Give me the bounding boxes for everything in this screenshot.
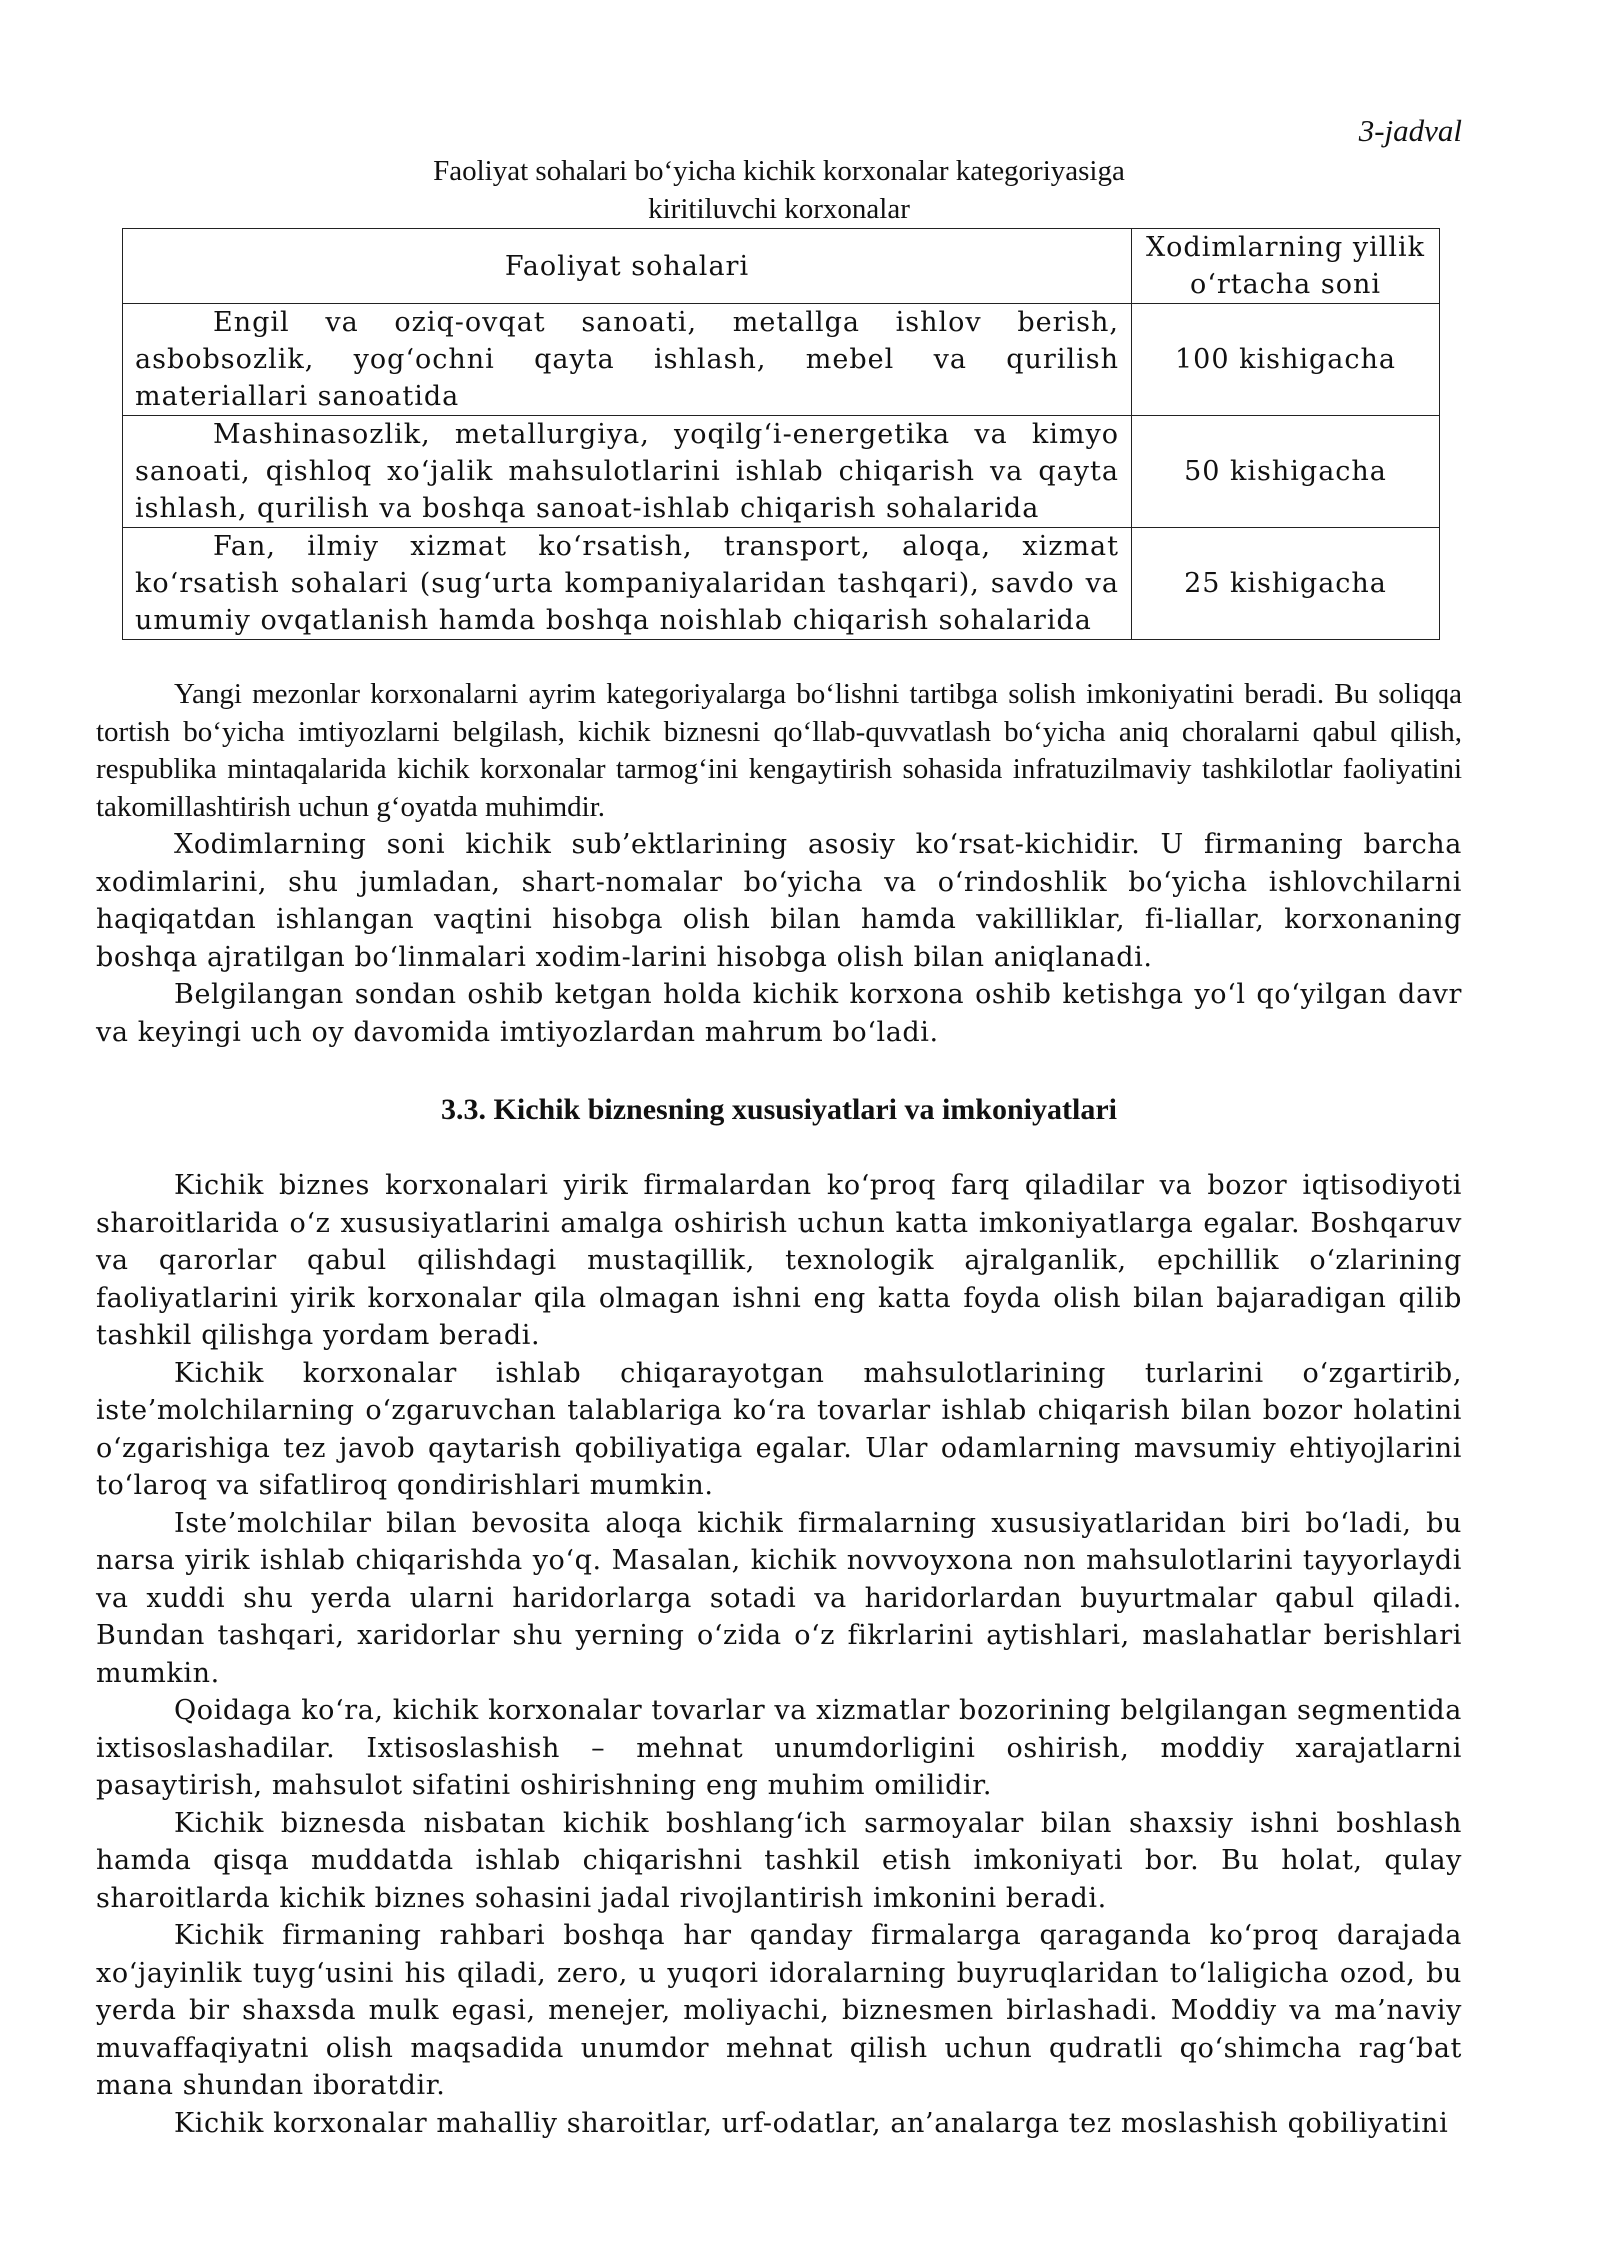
row-area: Mashinasozlik, metallurgiya, yoqilg‘i-energetika va kimyo sanoati, qishloq xo‘jalik mahsulotlarini ishlab chiqarish va qayta ishlash, qurilish va boshqa sanoat-ishlab chiqarish sohalarida [123,416,1132,528]
paragraph: Qoidaga ko‘ra, kichik korxonalar tovarlar va xizmatlar bozorining belgilangan segmentida ixtisoslashadilar. Ixtisoslashish – mehnat unumdorligini oshirish, moddiy xarajatlarni pasaytirish, mahsulot sifatini oshirishning eng muhim omilidir. [96,1695,1462,1801]
paragraph: Yangi mezonlar korxonalarni ayrim kategoriyalarga bo‘lishni tartibga solish imkoniyatini beradi. Bu soliqqa tortish bo‘yicha imtiyozlarni belgilash, kichik biznesni qo‘llab-quvvatlash bo‘yicha aniq choralarni qabul qilish, respublika mintaqalarida kichik korxonalar tarmog‘ini kengaytirish sohasida infratuzilmaviy tashkilotlar faoliyatini takomillashtirish uchun g‘oyatda muhimdir. [96,678,1462,823]
table-row [123,528,1440,640]
header-employee-count: Xodimlarning yillik o‘rtacha soni [1132,229,1440,304]
paragraph: Belgilangan sondan oshib ketgan holda kichik korxona oshib ketishga yo‘l qo‘yilgan davr va keyingi uch oy davomida imtiyozlardan mahrum bo‘ladi. [96,979,1462,1048]
row-count: 25 kishigacha [1132,528,1440,640]
paragraph: Kichik biznesda nisbatan kichik boshlang‘ich sarmoyalar bilan shaxsiy ishni boshlash hamda qisqa muddatda ishlab chiqarishni tashkil etish imkoniyati bor. Bu holat, qulay sharoitlarda kichik biznes sohasini jadal rivojlantirish imkonini beradi. [96,1807,1462,1914]
row-count: 100 kishigacha [1132,304,1440,416]
paragraph: Iste’molchilar bilan bevosita aloqa kichik firmalarning xususiyatlaridan biri bo‘ladi, bu narsa yirik ishlab chiqarishda yo‘q. Masalan, kichik novvoyxona non mahsulotlarini tayyorlaydi va xuddi shu yerda ularni haridorlarga sotadi va haridorlardan buyurtmalar qabul qiladi. Bundan tashqari, xaridorlar shu yerning o‘zida o‘z fikrlarini aytishlari, maslahatlar berishlari mumkin. [96,1507,1462,1689]
row-area: Fan, ilmiy xizmat ko‘rsatish, transport, aloqa, xizmat ko‘rsatish sohalari (sug‘urta kompaniyalaridan tashqari), savdo va umumiy ovqatlanish hamda boshqa noishlab chiqarish sohalarida [123,528,1132,640]
table-title-line-1: Faoliyat sohalari bo‘yicha kichik korxonalar kategoriyasiga [433,155,1125,187]
table-row [123,416,1440,528]
table-title-line-2: kiritiluvchi korxonalar [648,193,910,225]
section-heading: 3.3. Kichik biznesning xususiyatlari va imkoniyatlari [441,1093,1117,1126]
row-area: Engil va oziq-ovqat sanoati, metallga ishlov berish, asbobsozlik, yog‘ochni qayta ishlash, mebel va qurilish materiallari sanoatida [123,304,1132,416]
paragraph: Xodimlarning soni kichik sub’ektlarining asosiy ko‘rsat-kichidir. U firmaning barcha xodimlarini, shu jumladan, shart-nomalar bo‘yicha va o‘rindoshlik bo‘yicha ishlovchilarni haqiqatdan ishlangan vaqtini hisobga olish bilan hamda vakilliklar, fi-liallar, korxonaning boshqa ajratilgan bo‘linmalari xodim-larini hisobga olish bilan aniqlanadi. [96,829,1462,973]
table-title [96,152,1462,228]
table-label: 3-jadval [1358,113,1462,148]
row-count: 50 kishigacha [1132,416,1440,528]
category-table [122,228,1440,640]
table-row [123,304,1440,416]
header-activity-areas: Faoliyat sohalari [123,229,1132,304]
paragraph: Kichik korxonalar ishlab chiqarayotgan mahsulotlarining turlarini o‘zgartirib, iste’molchilarning o‘zgaruvchan talablariga ko‘ra tovarlar ishlab chiqarish bilan bozor holatini o‘zgarishiga tez javob qaytarish qobiliyatiga egalar. Ular odamlarning mavsumiy ehtiyojlarini to‘laroq va sifatliroq qondirishlari mumkin. [96,1357,1462,1501]
table-header-row [123,229,1440,304]
document-page [96,112,1462,2142]
paragraph: Kichik firmaning rahbari boshqa har qanday firmalarga qaraganda ko‘proq darajada xo‘jayinlik tuyg‘usini his qiladi, zero, u yuqori idoralarning buyruqlaridan to‘laligicha ozod, bu yerda bir shaxsda mulk egasi, menejer, moliyachi, biznesmen birlashadi. Moddiy va ma’naviy muvaffaqiyatni olish maqsadida unumdor mehnat qilish uchun qudratli qo‘shimcha rag‘bat mana shundan iboratdir. [96,1920,1462,2101]
paragraph: Kichik biznes korxonalari yirik firmalardan ko‘proq farq qiladilar va bozor iqtisodiyoti sharoitlarida o‘z xususiyatlarini amalga oshirish uchun katta imkoniyatlarga egalar. Boshqaruv va qarorlar qabul qilishdagi mustaqillik, texnologik ajralganlik, epchillik o‘zlarining faoliyatlarini yirik korxonalar qila olmagan ishni eng katta foyda olish bilan bajaradigan qilib tashkil qilishga yordam beradi. [96,1170,1462,1351]
paragraph: Kichik korxonalar mahalliy sharoitlar, urf-odatlar, an’analarga tez moslashish qobiliyatini [174,2107,1449,2139]
